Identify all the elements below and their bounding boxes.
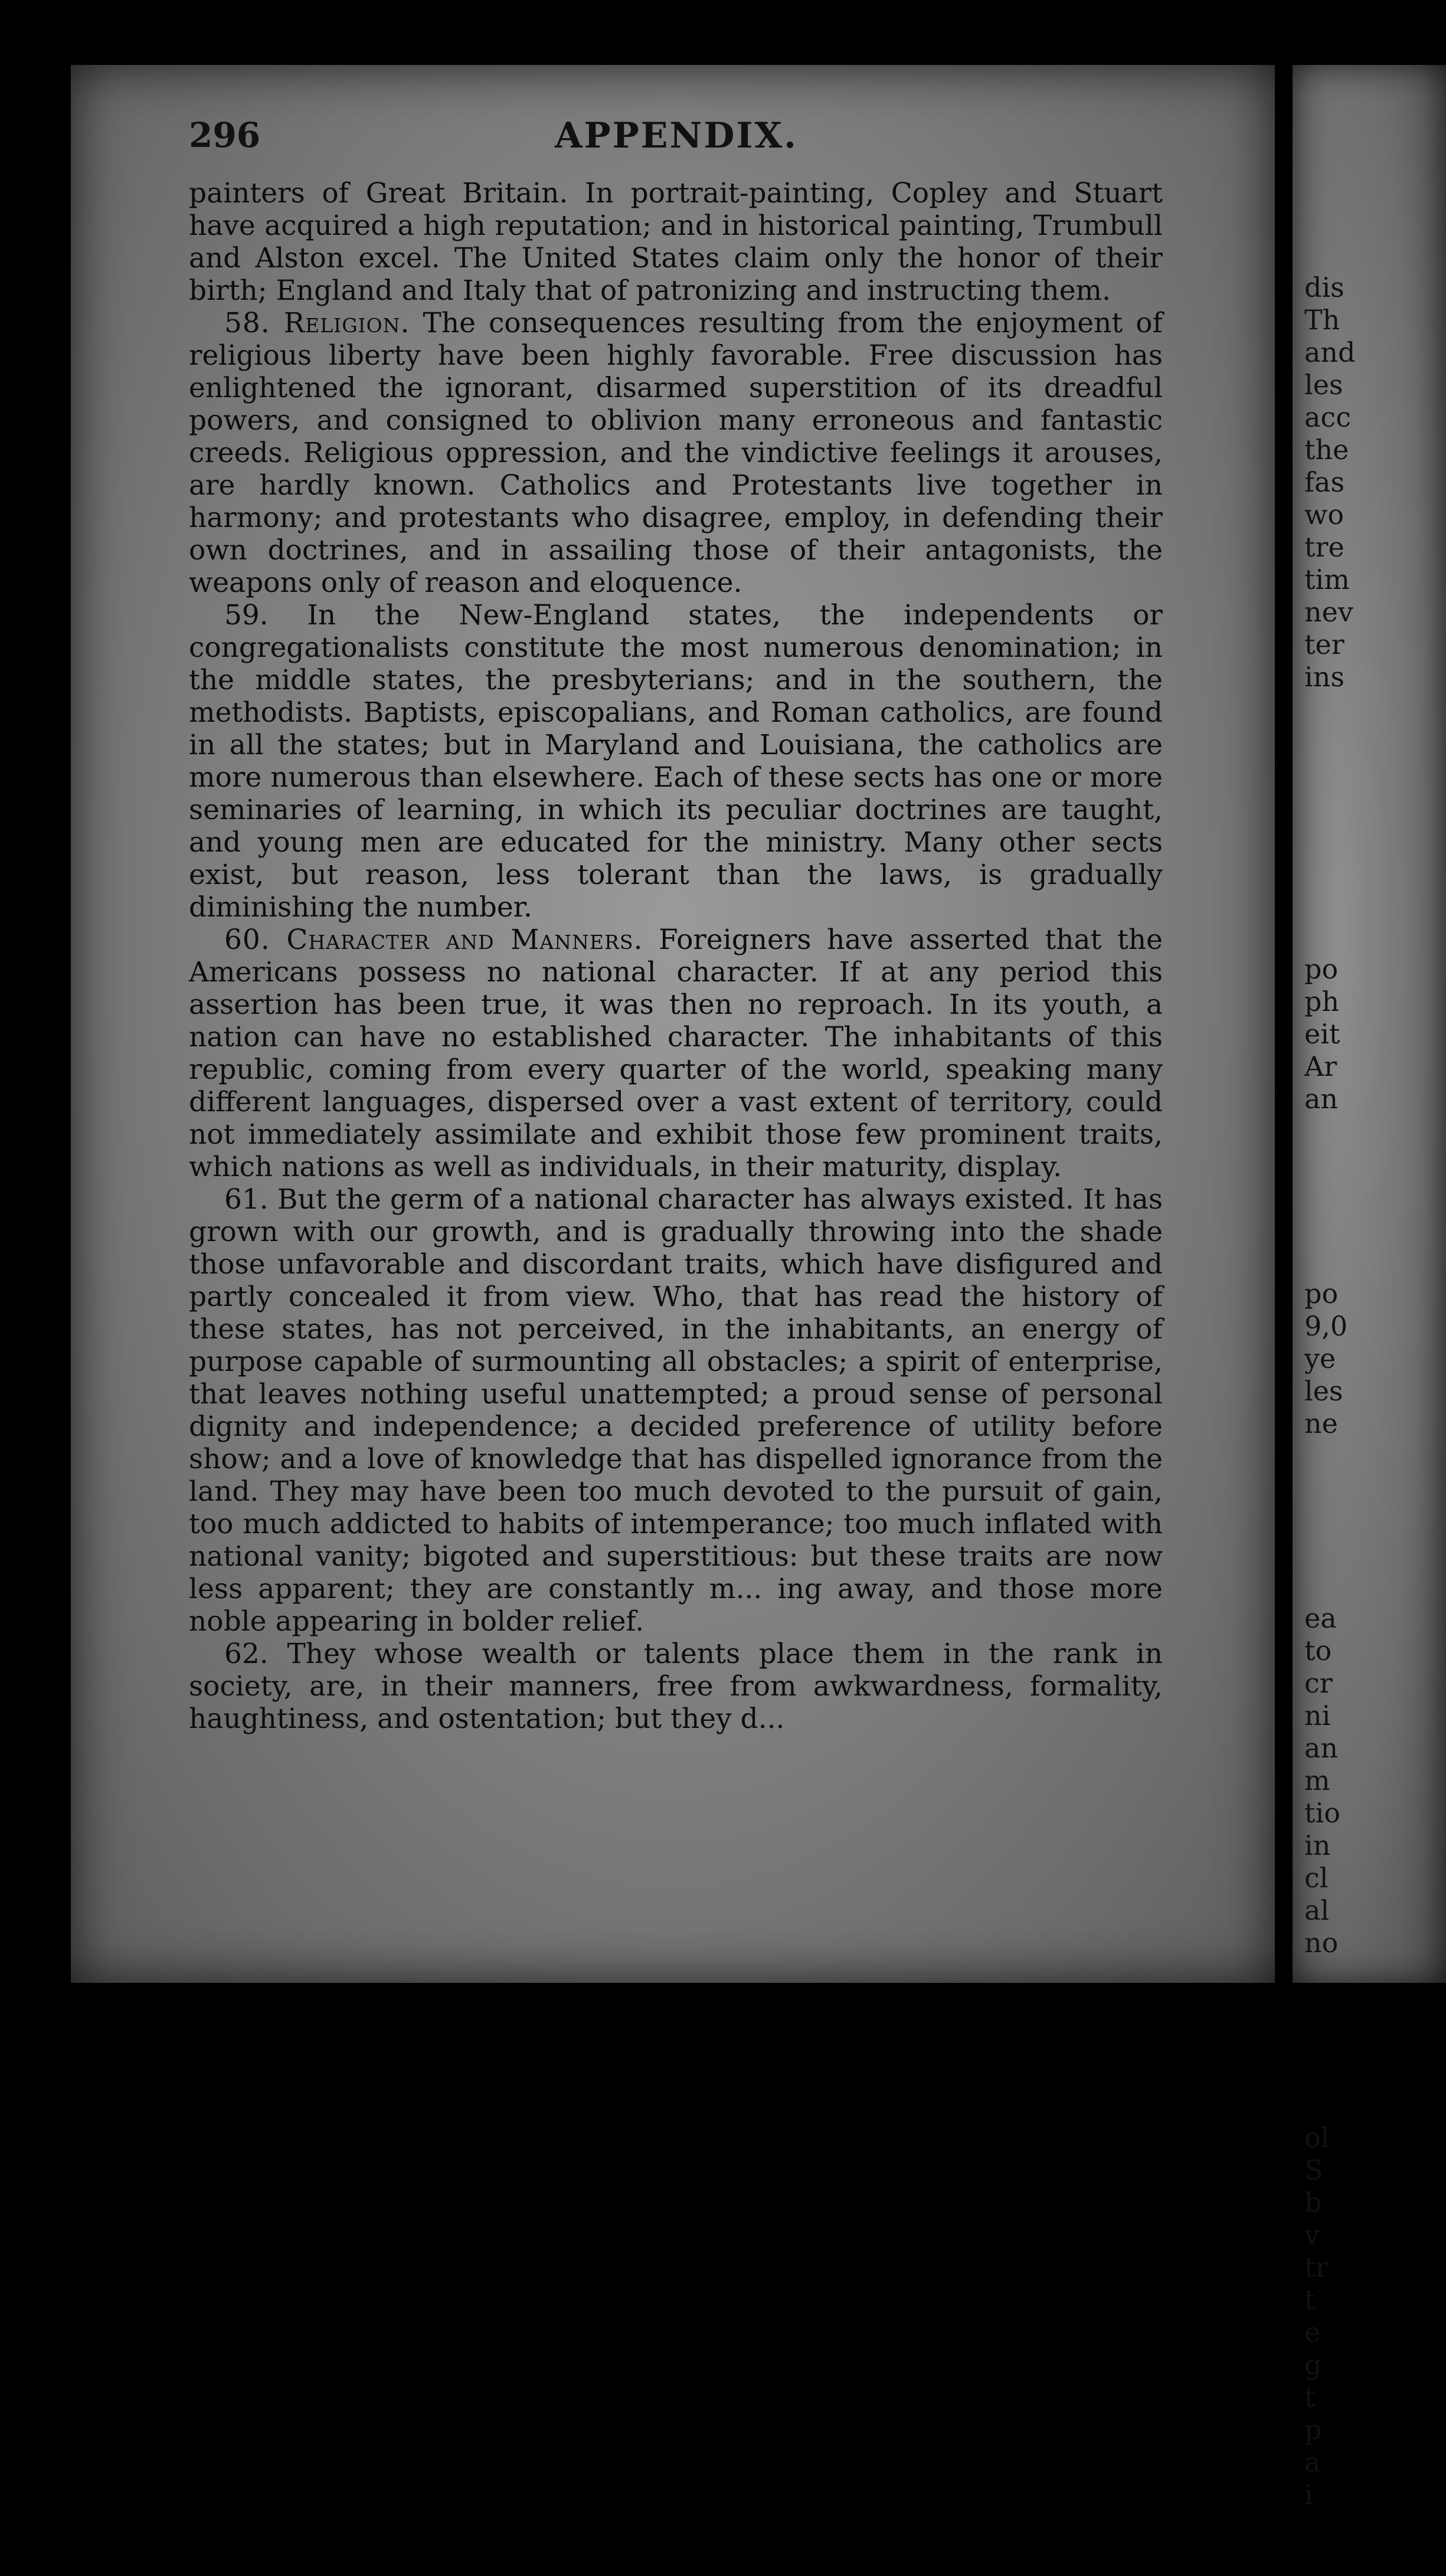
facing-page-fragment: fas	[1304, 466, 1345, 498]
facing-page-fragment: b	[1304, 2187, 1322, 2218]
facing-page-fragment: in	[1304, 1829, 1331, 1861]
paragraph-59	[189, 599, 1163, 924]
facing-page-fragment: tre	[1304, 531, 1344, 563]
facing-page-fragment: an	[1304, 1732, 1339, 1764]
paragraph-text: The consequences resulting from the enjoyment of religious liberty have been highly favorable. Free discussion has enlightened the ignorant, disarmed superstition of its dreadful powers, and consigned to oblivion many erroneous and fantastic creeds. Religious oppression, and the vindictive feelings it arouses, are hardly known. Catholics and Protestants live together in harmony; and protestants who disagree, employ, in defending their own doctrines, and in assailing those of their antagonists, the weapons only of reason and eloquence.	[189, 307, 1163, 599]
page-header	[189, 115, 1169, 174]
paragraph-57-continued	[189, 177, 1163, 307]
facing-page-fragment: no	[1304, 1927, 1339, 1959]
paragraph-text: Foreigners have asserted that the Americans possess no national character. If at any period this assertion has been true, it was then no reproach. In its youth, a nation can have no established character. The inhabitants of this republic, coming from every quarter of the world, speaking many different languages, dispersed over a vast extent of territory, could not immediately assimilate and exhibit those few prominent traits, which nations as well as individuals, in their maturity, display.	[189, 924, 1163, 1183]
paragraph-60	[189, 924, 1163, 1183]
paragraph-61	[189, 1183, 1163, 1638]
facing-page-fragment: t	[1304, 2284, 1316, 2316]
facing-page-fragment: an	[1304, 1083, 1339, 1115]
facing-page-fragment: ni	[1304, 1700, 1331, 1731]
facing-page-fragment: v	[1304, 2219, 1320, 2251]
facing-page-fragment: acc	[1304, 401, 1351, 433]
facing-page-fragment: Ar	[1304, 1050, 1337, 1082]
facing-page-fragment: a	[1304, 2446, 1321, 2478]
paragraph-text: painters of Great Britain. In portrait-painting, Copley and Stuart have acquired a high reputation; and in historical painting, Trumbull and Alston excel. The United States claim only the honor of their birth; England and Italy that of patronizing and instructing them.	[189, 177, 1163, 307]
facing-page-fragment: ter	[1304, 629, 1344, 660]
facing-page-fragment: po	[1304, 953, 1339, 985]
facing-page-fragment: ph	[1304, 986, 1340, 1017]
facing-page-fragment: les	[1304, 369, 1343, 401]
page-number: 296	[189, 115, 261, 155]
facing-page-fragment: tim	[1304, 564, 1350, 595]
paragraph-62	[189, 1638, 1163, 1735]
facing-page-fragment: dis	[1304, 271, 1344, 303]
paragraph-58	[189, 307, 1163, 599]
paragraph-text: 62. They whose wealth or talents place them in the rank in society, are, in their manners, free from awkwardness, formality, haughtiness, and ostentation; but they d...	[189, 1638, 1163, 1735]
facing-page-fragment: cl	[1304, 1862, 1329, 1894]
facing-page-fragment: tio	[1304, 1797, 1340, 1829]
paragraph-text: 61. But the germ of a national character has always existed. It has grown with our growth, and is gradually throwing into the shade those unfavorable and discordant traits, which have disfigured and partly concealed it from view. Who, that has read the history of these states, has not perceived, in the inhabitants, an energy of purpose capable of surmounting all obstacles; a spirit of enterprise, that leaves nothing useful unattempted; a proud sense of personal dignity and independence; a decided preference of utility before show; and a love of knowledge that has dispelled ignorance from the land. They may have been too much devoted to the pursuit of gain, too much addicted to habits of intemperance; too much inflated with national vanity; bigoted and superstitious: but these traits are now less apparent; they are constantly m... ing away, and those more noble appearing in bolder relief.	[189, 1183, 1163, 1638]
facing-page-fragment: tr	[1304, 2251, 1329, 2283]
facing-page-fragment: i	[1304, 2479, 1313, 2510]
section-heading-character-manners: 60. Character and Manners.	[224, 924, 643, 956]
body-text	[189, 177, 1163, 1735]
facing-page-fragment: ol	[1304, 2122, 1330, 2153]
facing-page-fragment: les	[1304, 1375, 1343, 1407]
facing-page-fragment: nev	[1304, 596, 1353, 628]
paragraph-text: 59. In the New-England states, the independents or congregationalists constitute the most numerous denomination; in the middle states, the presbyterians; and in the southern, the methodists. Baptists, episcopalians, and Roman catholics, are found in all the states; but in Maryland and Louisiana, the catholics are more numerous than elsewhere. Each of these sects has one or more seminaries of learning, in which its peculiar doctrines are taught, and young men are educated for the ministry. Many other sects exist, but reason, less tolerant than the laws, is gradually diminishing the number.	[189, 599, 1163, 924]
facing-page-fragment: ins	[1304, 661, 1344, 693]
facing-page-fragment: g	[1304, 2349, 1322, 2381]
facing-page-fragment: e	[1304, 2316, 1321, 2348]
facing-page-fragment: ea	[1304, 1602, 1337, 1634]
facing-page-fragment: Th	[1304, 304, 1340, 336]
facing-page-fragment: and	[1304, 336, 1356, 368]
facing-page-fragment: p	[1304, 2414, 1322, 2446]
facing-page-fragment: ne	[1304, 1408, 1338, 1439]
facing-page-fragment: S	[1304, 2154, 1323, 2186]
facing-page-fragment: al	[1304, 1894, 1330, 1926]
facing-page-fragment: po	[1304, 1278, 1339, 1310]
facing-page-fragment: wo	[1304, 499, 1344, 531]
facing-page-fragment: to	[1304, 1635, 1332, 1667]
facing-page	[1293, 65, 1446, 2510]
facing-page-fragment: ye	[1304, 1343, 1336, 1374]
section-heading-religion: 58. Religion.	[224, 307, 410, 339]
facing-page-fragment: the	[1304, 434, 1349, 466]
facing-page-fragment: cr	[1304, 1667, 1333, 1699]
facing-page-fragment: 9,0	[1304, 1310, 1348, 1342]
running-title: APPENDIX.	[555, 115, 798, 156]
facing-page-fragment: m	[1304, 1765, 1330, 1796]
facing-page-fragment: t	[1304, 2381, 1316, 2413]
facing-page-fragment: eit	[1304, 1018, 1340, 1050]
facing-page-text	[1304, 207, 1356, 2576]
